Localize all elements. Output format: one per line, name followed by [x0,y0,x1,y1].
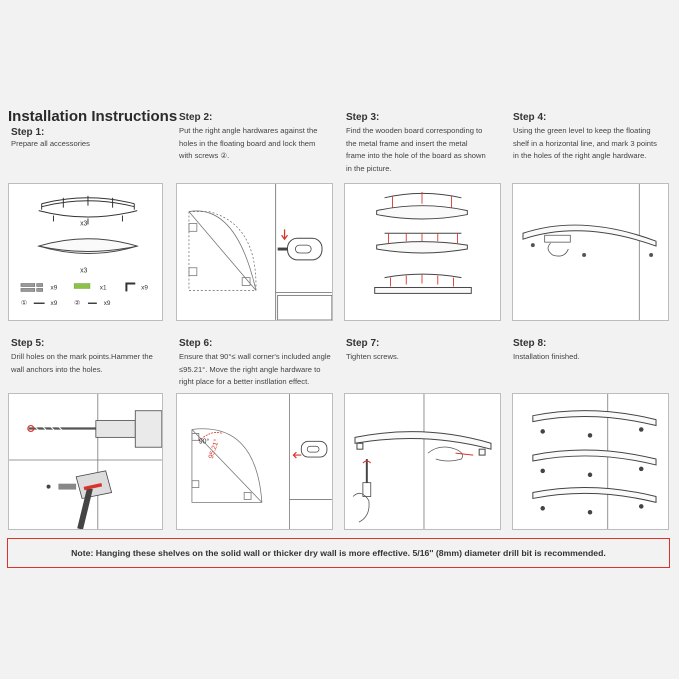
tighten-screws-diagram [345,394,500,529]
step-2-text: Put the right angle hardwares against the holes in the floating board and lock them with screws ②. [179,126,318,161]
step-7-text: Tighten screws. [346,352,399,361]
angle-min-label: 90° [198,438,210,446]
finished-shelves-diagram [513,394,668,529]
corner-angle-diagram [177,394,332,529]
wooden-board-icon [39,239,138,254]
step-3-heading: Step 3: [346,112,380,123]
arrow-icon [456,453,474,455]
step-8 [513,338,673,364]
level-qty-label: x1 [99,284,107,292]
step-1-illustration [8,183,163,321]
step-3-illustration [344,183,501,321]
screwdriver-icon [353,459,371,522]
step-1-heading: Step 1: [11,127,45,138]
step-8-text: Installation finished. [513,352,580,361]
hook-qty-label: x9 [141,284,148,292]
step-2-heading: Step 2: [179,112,213,123]
step-4-text: Using the green level to keep the floating shelf in a horizontal line, and mark 3 points in the holes of the right angle hardware. [513,126,657,161]
screw-1-mark: ① [20,299,28,308]
shelf-on-wall-icon [523,225,656,246]
hand-icon [548,243,568,256]
step-7-illustration [344,393,501,530]
page-title: Installation Instructions [8,108,178,125]
step-5-illustration [8,393,163,530]
level-icon [74,284,90,289]
step-5-heading: Step 5: [11,338,45,349]
step-1-text: Prepare all accessories [11,139,90,148]
step-4 [513,112,675,163]
screw-2-mark: ② [74,299,81,308]
step-5 [11,338,171,376]
step-4-illustration [512,183,669,321]
screw-2-qty-label: x9 [103,300,111,308]
shelf-on-wall-icon [355,432,491,455]
board-qty-label: x3 [80,267,88,275]
step-1 [11,127,161,151]
screw-1-qty-label: x9 [50,300,58,308]
frame-insertion-diagram [345,184,500,320]
step-2 [179,112,339,163]
step-7 [346,338,506,364]
wall-anchor-icon [21,284,43,292]
level-icon [545,235,571,242]
step-6-heading: Step 6: [179,338,213,349]
anchor-qty-label: x9 [50,284,58,292]
step-5-text: Drill holes on the mark points.Hammer the wall anchors into the holes. [11,352,153,374]
frame-qty-label: x3 [80,220,88,228]
step-6-illustration [176,393,333,530]
drill-bit-note: Note: Hanging these shelves on the solid wall or thicker dry wall is more effective. 5/16'' (8mm) diameter drill bit is recommended. [7,538,670,568]
angle-max-label: 95.21° [207,438,221,460]
step-3 [346,112,506,175]
arrow-down-icon [282,229,288,239]
right-angle-hardware-icon [301,441,327,457]
shelf-1-icon [533,411,656,438]
shelf-2-icon [533,450,656,477]
level-marking-diagram [513,184,668,320]
step-7-heading: Step 7: [346,338,380,349]
drill-and-hammer-diagram [9,394,162,529]
arrow-left-icon [293,452,301,458]
shelf-3-icon [533,487,656,514]
shelf-assembly-3 [375,274,472,293]
step-4-heading: Step 4: [513,112,547,123]
metal-frame-icon [39,196,138,228]
hand-icon [428,447,463,461]
hardware-to-board-diagram [177,184,332,320]
drill-icon [28,411,162,447]
step-8-illustration [512,393,669,530]
insert-arrows-3 [390,275,453,287]
step-3-text: Find the wooden board corresponding to the metal frame and insert the metal frame into the hole of the board as shown in the picture. [346,126,486,173]
step-8-heading: Step 8: [513,338,547,349]
step-6 [179,338,339,389]
right-angle-hardware-icon [278,238,322,260]
hammer-icon [47,471,112,529]
accessories-diagram [9,184,162,320]
step-2-illustration [176,183,333,321]
step-6-text: Ensure that 90°≤ wall corner's included angle ≤95.21°. Move the right angle hardware to right place for a better instllation effect. [179,352,331,387]
hook-icon [126,284,135,292]
corner-shelf-topview-icon [189,211,256,290]
